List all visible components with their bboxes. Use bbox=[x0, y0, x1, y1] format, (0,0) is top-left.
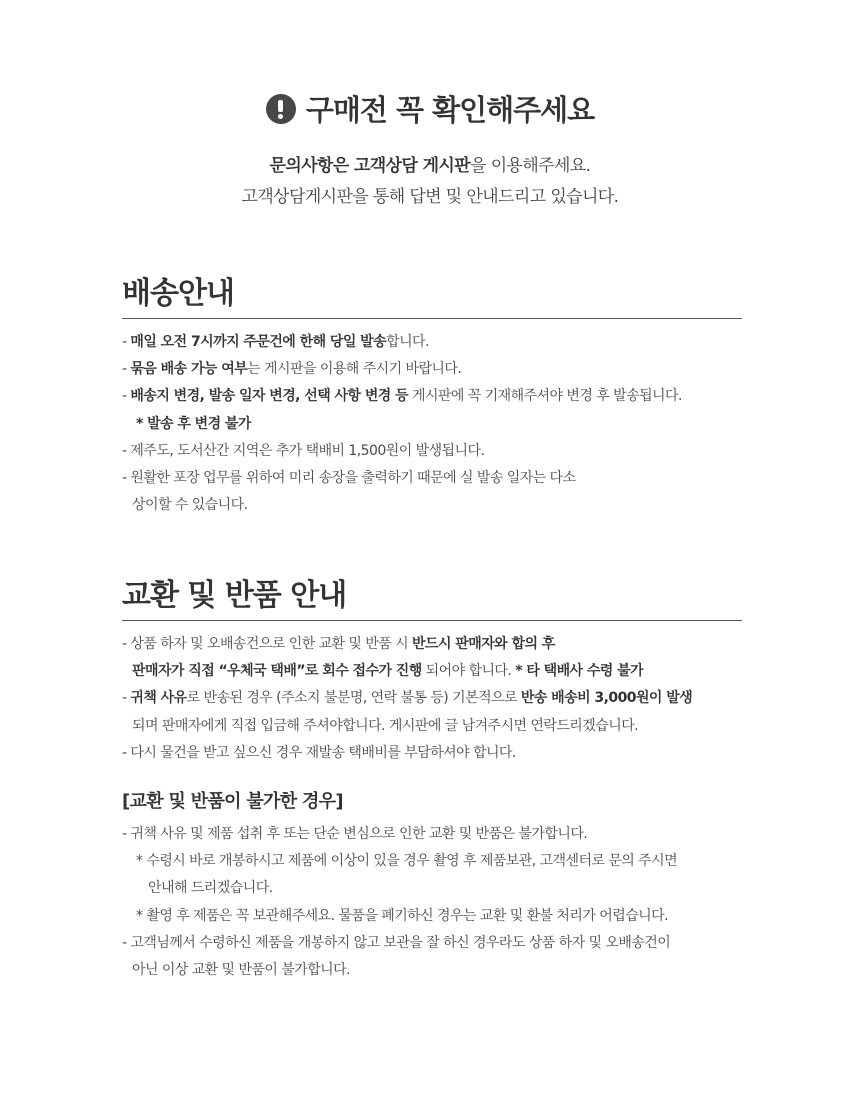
shipping-line-2-bold: 묶음 배송 가능 여부 bbox=[130, 361, 248, 378]
no-exchange-line-3: 안내해 드리겠습니다. bbox=[148, 880, 273, 897]
bullet: - bbox=[122, 361, 131, 378]
shipping-line-3-bold: 배송지 변경, 발송 일자 변경, 선택 사항 변경 등 bbox=[130, 388, 409, 405]
no-exchange-line-6: 아닌 이상 교환 및 반품이 불가합니다. bbox=[132, 962, 351, 979]
exchange-line-3-bold-a: 귀책 사유 bbox=[130, 690, 187, 707]
bullet: - bbox=[122, 334, 131, 350]
exchange-line-2-bold-a: 판매자가 직접 “우체국 택배”로 회수 접수가 진행 bbox=[132, 663, 422, 680]
shipping-line-1-bold: 매일 오전 7시까지 주문건에 한해 당일 발송 bbox=[130, 334, 387, 350]
exchange-line-3-rest: 로 반송된 경우 (주소지 불분명, 연락 불통 등) 기본적으로 bbox=[186, 690, 521, 707]
notice-line-2: 고객상담게시판을 통해 답변 및 안내드리고 있습니다. bbox=[241, 187, 619, 207]
shipping-title: 배송안내 bbox=[122, 268, 742, 319]
bullet: - bbox=[122, 690, 131, 707]
exchange-line-1-rest: - 상품 하자 및 오배송건으로 인한 교환 및 반품 시 bbox=[122, 636, 413, 652]
shipping-line-5: - 제주도, 도서산간 지역은 추가 택배비 1,500원이 발생됩니다. bbox=[122, 442, 485, 459]
shipping-line-3-rest: 게시판에 꼭 기재해주셔야 변경 후 발송됩니다. bbox=[408, 388, 682, 405]
no-exchange-line-5: - 고객님께서 수령하신 제품을 개봉하지 않고 보관을 잘 하신 경우라도 상품 하자 및 오배송건이 bbox=[122, 934, 671, 951]
shipping-line-3 bbox=[122, 383, 742, 410]
notice-line-1-bold: 문의사항은 고객상담 게시판 bbox=[269, 156, 471, 176]
notice-title: 구매전 꼭 확인해주세요 bbox=[305, 93, 595, 127]
exchange-line-2-bold-b: * 타 택배사 수령 불가 bbox=[515, 663, 644, 680]
notice-line-1-rest: 을 이용해주세요. bbox=[470, 156, 591, 176]
exchange-section bbox=[122, 570, 742, 984]
notice-text bbox=[0, 151, 860, 213]
shipping-line-1-rest: 합니다. bbox=[386, 334, 429, 350]
shipping-section bbox=[122, 268, 742, 519]
exchange-line-3 bbox=[122, 685, 742, 712]
exchange-line-1-bold: 반드시 판매자와 합의 후 bbox=[412, 636, 555, 652]
shipping-line-1 bbox=[122, 329, 742, 356]
no-exchange-subtitle: [교환 및 반품이 불가한 경우] bbox=[122, 791, 343, 813]
exchange-title: 교환 및 반품 안내 bbox=[122, 570, 742, 621]
bullet: - bbox=[122, 388, 131, 405]
exchange-line-4: 되며 판매자에게 직접 입금해 주셔야합니다. 게시판에 글 남겨주시면 연락드리겠습니다. bbox=[132, 717, 639, 734]
no-exchange-line-1: - 귀책 사유 및 제품 섭취 후 또는 단순 변심으로 인한 교환 및 반품은 불가합니다. bbox=[122, 826, 588, 843]
exchange-line-1 bbox=[122, 631, 742, 658]
exchange-line-3-bold-b: 반송 배송비 3,000원이 발생 bbox=[520, 690, 693, 707]
no-exchange-line-4: * 촬영 후 제품은 꼭 보관해주세요. 물품을 폐기하신 경우는 교환 및 환불 처리가 어렵습니다. bbox=[136, 907, 669, 924]
exclamation-icon bbox=[266, 94, 296, 124]
exchange-list bbox=[122, 631, 742, 767]
shipping-line-4 bbox=[122, 411, 742, 438]
no-exchange-line-2: * 수령시 바로 개봉하시고 제품에 이상이 있을 경우 촬영 후 제품보관, 고객센터로 문의 주시면 bbox=[136, 853, 678, 870]
shipping-line-2-rest: 는 게시판을 이용해 주시기 바랍니다. bbox=[247, 361, 462, 378]
shipping-list bbox=[122, 329, 742, 519]
notice-line-1 bbox=[0, 151, 860, 182]
exchange-line-5: - 다시 물건을 받고 싶으신 경우 재발송 택배비를 부담하셔야 합니다. bbox=[122, 744, 516, 761]
exchange-line-2-rest: 되어야 합니다. bbox=[421, 663, 516, 680]
notice-header bbox=[0, 88, 860, 213]
notice-title-row bbox=[266, 88, 594, 129]
exchange-line-2 bbox=[122, 658, 742, 685]
shipping-line-4-bold: * 발송 후 변경 불가 bbox=[136, 415, 251, 432]
shipping-line-7: 상이할 수 있습니다. bbox=[132, 497, 248, 514]
shipping-line-6: - 원활한 포장 업무를 위하여 미리 송장을 출력하기 때문에 실 발송 일자는 다소 bbox=[122, 470, 576, 487]
shipping-line-2 bbox=[122, 356, 742, 383]
no-exchange-list bbox=[122, 821, 742, 984]
